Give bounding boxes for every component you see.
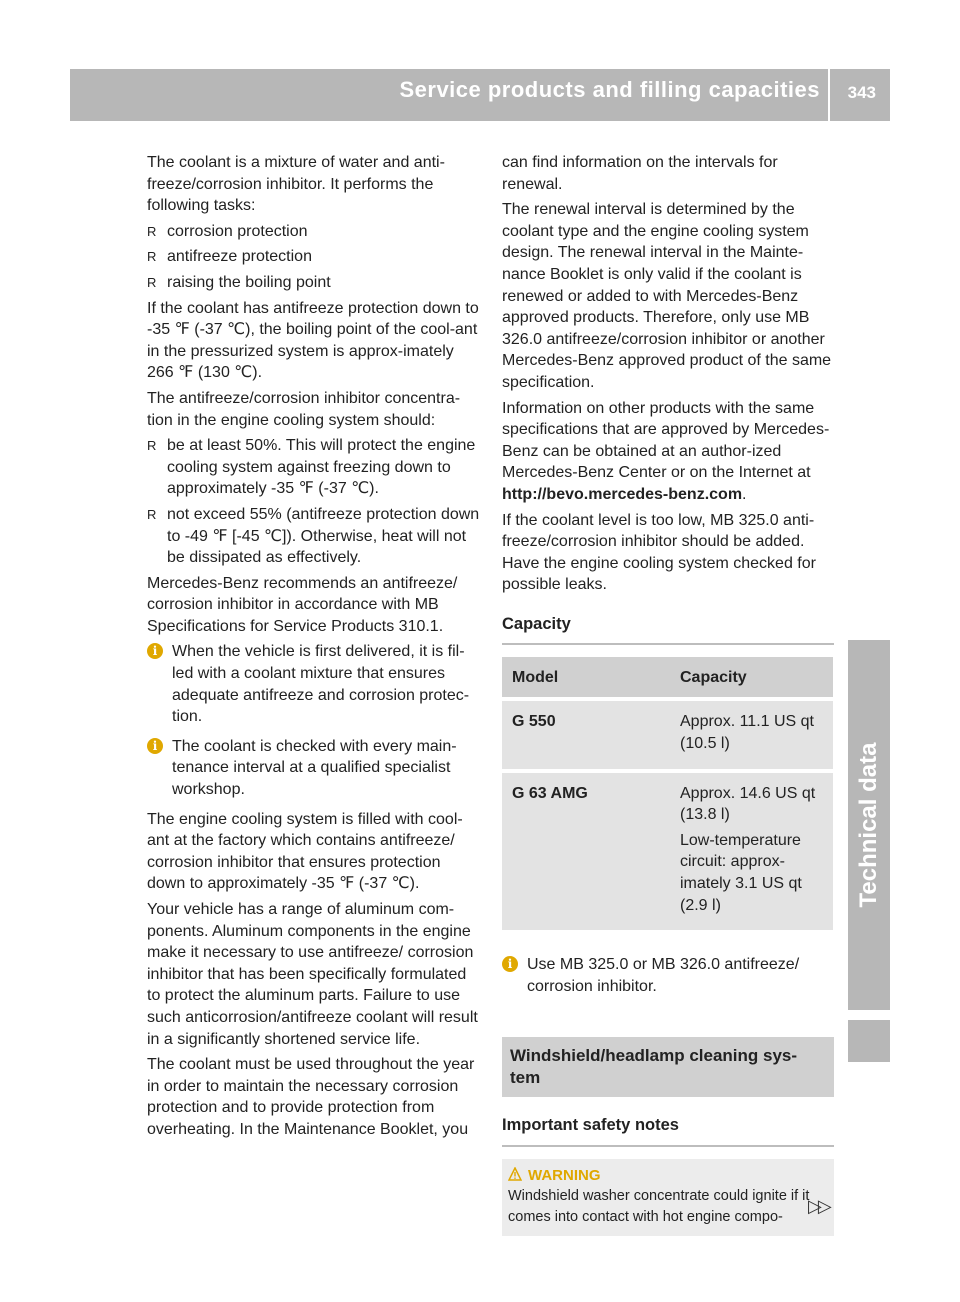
info-icon: i — [147, 738, 163, 754]
list-item: R antifreeze protection — [147, 246, 482, 268]
warning-title: WARNING — [508, 1165, 828, 1186]
column-header: Capacity — [670, 657, 833, 697]
factory-fill-paragraph: The engine cooling system is filled with cool-ant at the factory which contains antifreeze/ corrosion inhibitor that ensures protection down to approximately -35 ℉ (-37 ℃). — [147, 810, 463, 893]
header-divider — [828, 69, 830, 121]
model-cell: G 550 — [502, 701, 670, 768]
right-column — [502, 152, 834, 1236]
left-column — [147, 152, 482, 1145]
intro-paragraph: The coolant is a mixture of water and anti-freeze/corrosion inhibitor. It performs the following tasks: — [147, 154, 445, 215]
list-item: R not exceed 55% (antifreeze protection down to -49 ℉ [-45 ℃]). Otherwise, heat will not be dissipated as effectively. — [147, 505, 480, 567]
column-header: Model — [502, 657, 670, 697]
warning-box — [502, 1159, 834, 1236]
year-round-paragraph: The coolant must be used throughout the year in order to maintain the necessary corrosion protection and to provide protection from overheating. In the Maintenance Booklet, you — [147, 1056, 475, 1138]
list-item: R corrosion protection — [147, 221, 482, 243]
continue-arrows-icon: ▷▷ — [808, 1196, 828, 1216]
list-item: R be at least 50%. This will protect the engine cooling system against freezing down to approximately -35 ℉ (-37 ℃). — [147, 437, 476, 498]
section-side-tab — [848, 640, 890, 1010]
section-title: Windshield/headlamp cleaning sys-tem — [502, 1037, 834, 1097]
capacity-cell: Approx. 14.6 US qt (13.8 l) Low-temperature circuit: approx-imately 3.1 US qt (2.9 l) — [670, 773, 833, 931]
bullet-icon: R — [147, 249, 157, 265]
renewal-interval-paragraph: The renewal interval is determined by the coolant type and the engine cooling system design. The renewal interval in the Mainte-nance Booklet is only valid if the coolant is renewed or added to with Mercedes-Benz approved products. Therefore, only use MB 326.0 antifreeze/corrosion inhibitor or another Mercedes-Benz approved product of the same specification. — [502, 201, 832, 391]
info-icon: i — [502, 956, 518, 972]
capacity-heading: Capacity — [502, 614, 834, 646]
list-item: R raising the boiling point — [147, 272, 482, 294]
info-note: i When the vehicle is first delivered, it is fil-led with a coolant mixture that ensures adequate antifreeze and corrosion protec-tion. — [147, 641, 482, 727]
table-header-row — [502, 657, 833, 697]
page-header — [70, 69, 890, 121]
boiling-point-paragraph: If the coolant has antifreeze protection down to -35 ℉ (-37 ℃), the boiling point of the cool-ant in the pressurized system is approx-imately 266 ℉ (130 ℃). — [147, 299, 479, 382]
bullet-icon: R — [147, 506, 157, 522]
recommendation-paragraph: Mercedes-Benz recommends an antifreeze/ corrosion inhibitor in accordance with MB Specifications for Service Products 310.1. — [147, 574, 458, 635]
renewal-continued-paragraph: can find information on the intervals for renewal. — [502, 154, 778, 193]
model-cell: G 63 AMG — [502, 773, 670, 931]
side-tab-marker — [848, 1020, 890, 1062]
table-row — [502, 773, 833, 931]
info-note: i The coolant is checked with every main-tenance interval at a qualified specialist workshop. — [147, 736, 482, 801]
info-note: i Use MB 325.0 or MB 326.0 antifreeze/ corrosion inhibitor. — [502, 954, 834, 997]
aluminum-paragraph: Your vehicle has a range of aluminum com-ponents. Aluminum components in the engine make it necessary to use antifreeze/ corrosion inhibitor that has been specifically formulated to protect the aluminum parts. Failure to use such anticorrosion/antifreeze coolant will result in a significantly shortened service life. — [147, 901, 478, 1048]
website-link[interactable]: http://bevo.mercedes-benz.com — [502, 485, 743, 503]
safety-heading: Important safety notes — [502, 1115, 834, 1147]
warning-triangle-icon — [508, 1167, 522, 1181]
warning-text: Windshield washer concentrate could ignite if it comes into contact with hot engine compo- — [508, 1188, 810, 1225]
page-number: 343 — [847, 83, 876, 102]
info-icon: i — [147, 643, 163, 659]
table-row — [502, 701, 833, 768]
low-level-paragraph: If the coolant level is too low, MB 325.0 anti-freeze/corrosion inhibitor should be added. Have the engine cooling system checked for possible leaks. — [502, 511, 816, 594]
capacity-cell: Approx. 11.1 US qt (10.5 l) — [670, 701, 833, 768]
concentration-paragraph: The antifreeze/corrosion inhibitor concentra-tion in the engine cooling system should: — [147, 389, 461, 429]
bullet-icon: R — [147, 438, 157, 454]
capacity-table — [502, 653, 833, 934]
other-products-paragraph: Information on other products with the same specifications that are approved by Mercedes-Benz can be obtained at an author-ized Mercedes-Benz Center or on the Internet at http://bevo.mercedes-benz.com. — [502, 399, 830, 503]
side-tab-label: Technical data — [855, 742, 882, 908]
bullet-icon: R — [147, 223, 157, 239]
header-title: Service products and filling capacities — [399, 77, 820, 102]
bullet-icon: R — [147, 274, 157, 290]
